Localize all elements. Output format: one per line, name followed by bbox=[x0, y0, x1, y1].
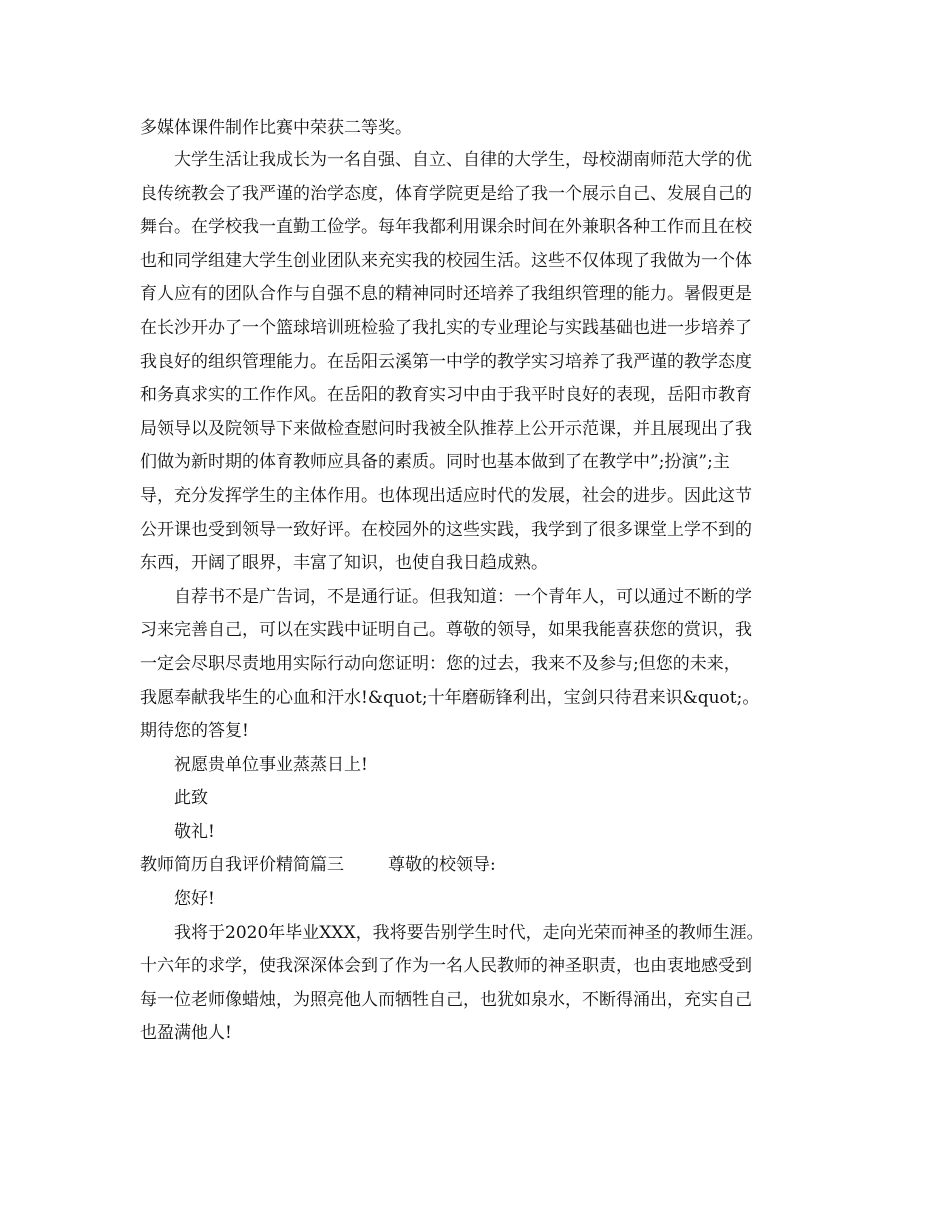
paragraph-intro bbox=[140, 112, 820, 146]
text-line: 我良好的组织管理能力。在岳阳云溪第一中学的教学实习培养了我严谨的教学态度 bbox=[140, 351, 752, 372]
text-line: 此致 bbox=[174, 788, 208, 809]
text-line: 大学生活让我成长为一名自强、自立、自律的大学生，母校湖南师范大学的优 bbox=[174, 150, 752, 170]
text-line: 您好! bbox=[174, 889, 215, 910]
text-line: 十六年的求学，使我深深体会到了作为一名人民教师的神圣职责，也由衷地感受到 bbox=[140, 956, 752, 977]
text-line: 良传统教会了我严谨的治学态度，体育学院更是给了我一个展示自己、发展自己的 bbox=[140, 183, 752, 204]
text-line: 育人应有的团队合作与自强不息的精神同时还培养了我组织管理的能力。暑假更是 bbox=[140, 284, 752, 305]
text-line: 和务真求实的工作作风。在岳阳的教育实习中由于我平时良好的表现，岳阳市教育 bbox=[140, 385, 752, 406]
text-line: 我愿奉献我毕生的心血和汗水!&quot;十年磨砺锋利出，宝剑只待君来识&quot;。 bbox=[140, 687, 760, 708]
document-body bbox=[140, 144, 820, 1051]
text-line: 们做为新时期的体育教师应具备的素质。同时也基本做到了在教学中”;扮演”;主 bbox=[140, 452, 730, 473]
section-heading: 教师简历自我评价精简篇三 bbox=[140, 855, 344, 876]
text-line: 一定会尽职尽责地用实际行动向您证明：您的过去，我来不及参与;但您的未来， bbox=[140, 653, 741, 674]
text-line: 也和同学组建大学生创业团队来充实我的校园生活。这些不仅体现了我做为一个体 bbox=[140, 250, 752, 271]
text-line: 祝愿贵单位事业蒸蒸日上! bbox=[174, 754, 368, 775]
text-line: 期待您的答复! bbox=[140, 721, 249, 742]
text-line: 公开课也受到领导一致好评。在校园外的这些实践，我学到了很多课堂上学不到的 bbox=[140, 519, 752, 540]
text-line: 也盈满他人! bbox=[140, 1023, 232, 1044]
text-line: 局领导以及院领导下来做检查慰问时我被全队推荐上公开示范课，并且展现出了我 bbox=[140, 418, 752, 439]
section-heading-line bbox=[140, 849, 820, 883]
text-line: 多媒体课件制作比赛中荣获二等奖。 bbox=[140, 118, 412, 138]
text-line: 导，充分发挥学生的主体作用。也体现出适应时代的发展，社会的进步。因此这节 bbox=[140, 485, 752, 506]
text-line: 敬礼! bbox=[174, 821, 215, 842]
text-line: 自荐书不是广告词，不是通行证。但我知道：一个青年人，可以通过不断的学 bbox=[174, 586, 752, 607]
text-line: 我将于2020年毕业XXX，我将要告别学生时代，走向光荣而神圣的教师生涯。 bbox=[174, 922, 764, 943]
text-line: 东西，开阔了眼界，丰富了知识，也使自我日趋成熟。 bbox=[140, 553, 548, 574]
text-line: 每一位老师像蜡烛，为照亮他人而牺牲自己，也犹如泉水，不断得涌出，充实自己 bbox=[140, 989, 752, 1010]
text-line: 习来完善自己，可以在实践中证明自己。尊敬的领导，如果我能喜获您的赏识，我 bbox=[140, 620, 752, 641]
text-line: 在长沙开办了一个篮球培训班检验了我扎实的专业理论与实践基础也进一步培养了 bbox=[140, 317, 752, 338]
text-line: 舞台。在学校我一直勤工俭学。每年我都利用课余时间在外兼职各种工作而且在校 bbox=[140, 217, 752, 238]
salutation: 尊敬的校领导: bbox=[388, 855, 496, 876]
